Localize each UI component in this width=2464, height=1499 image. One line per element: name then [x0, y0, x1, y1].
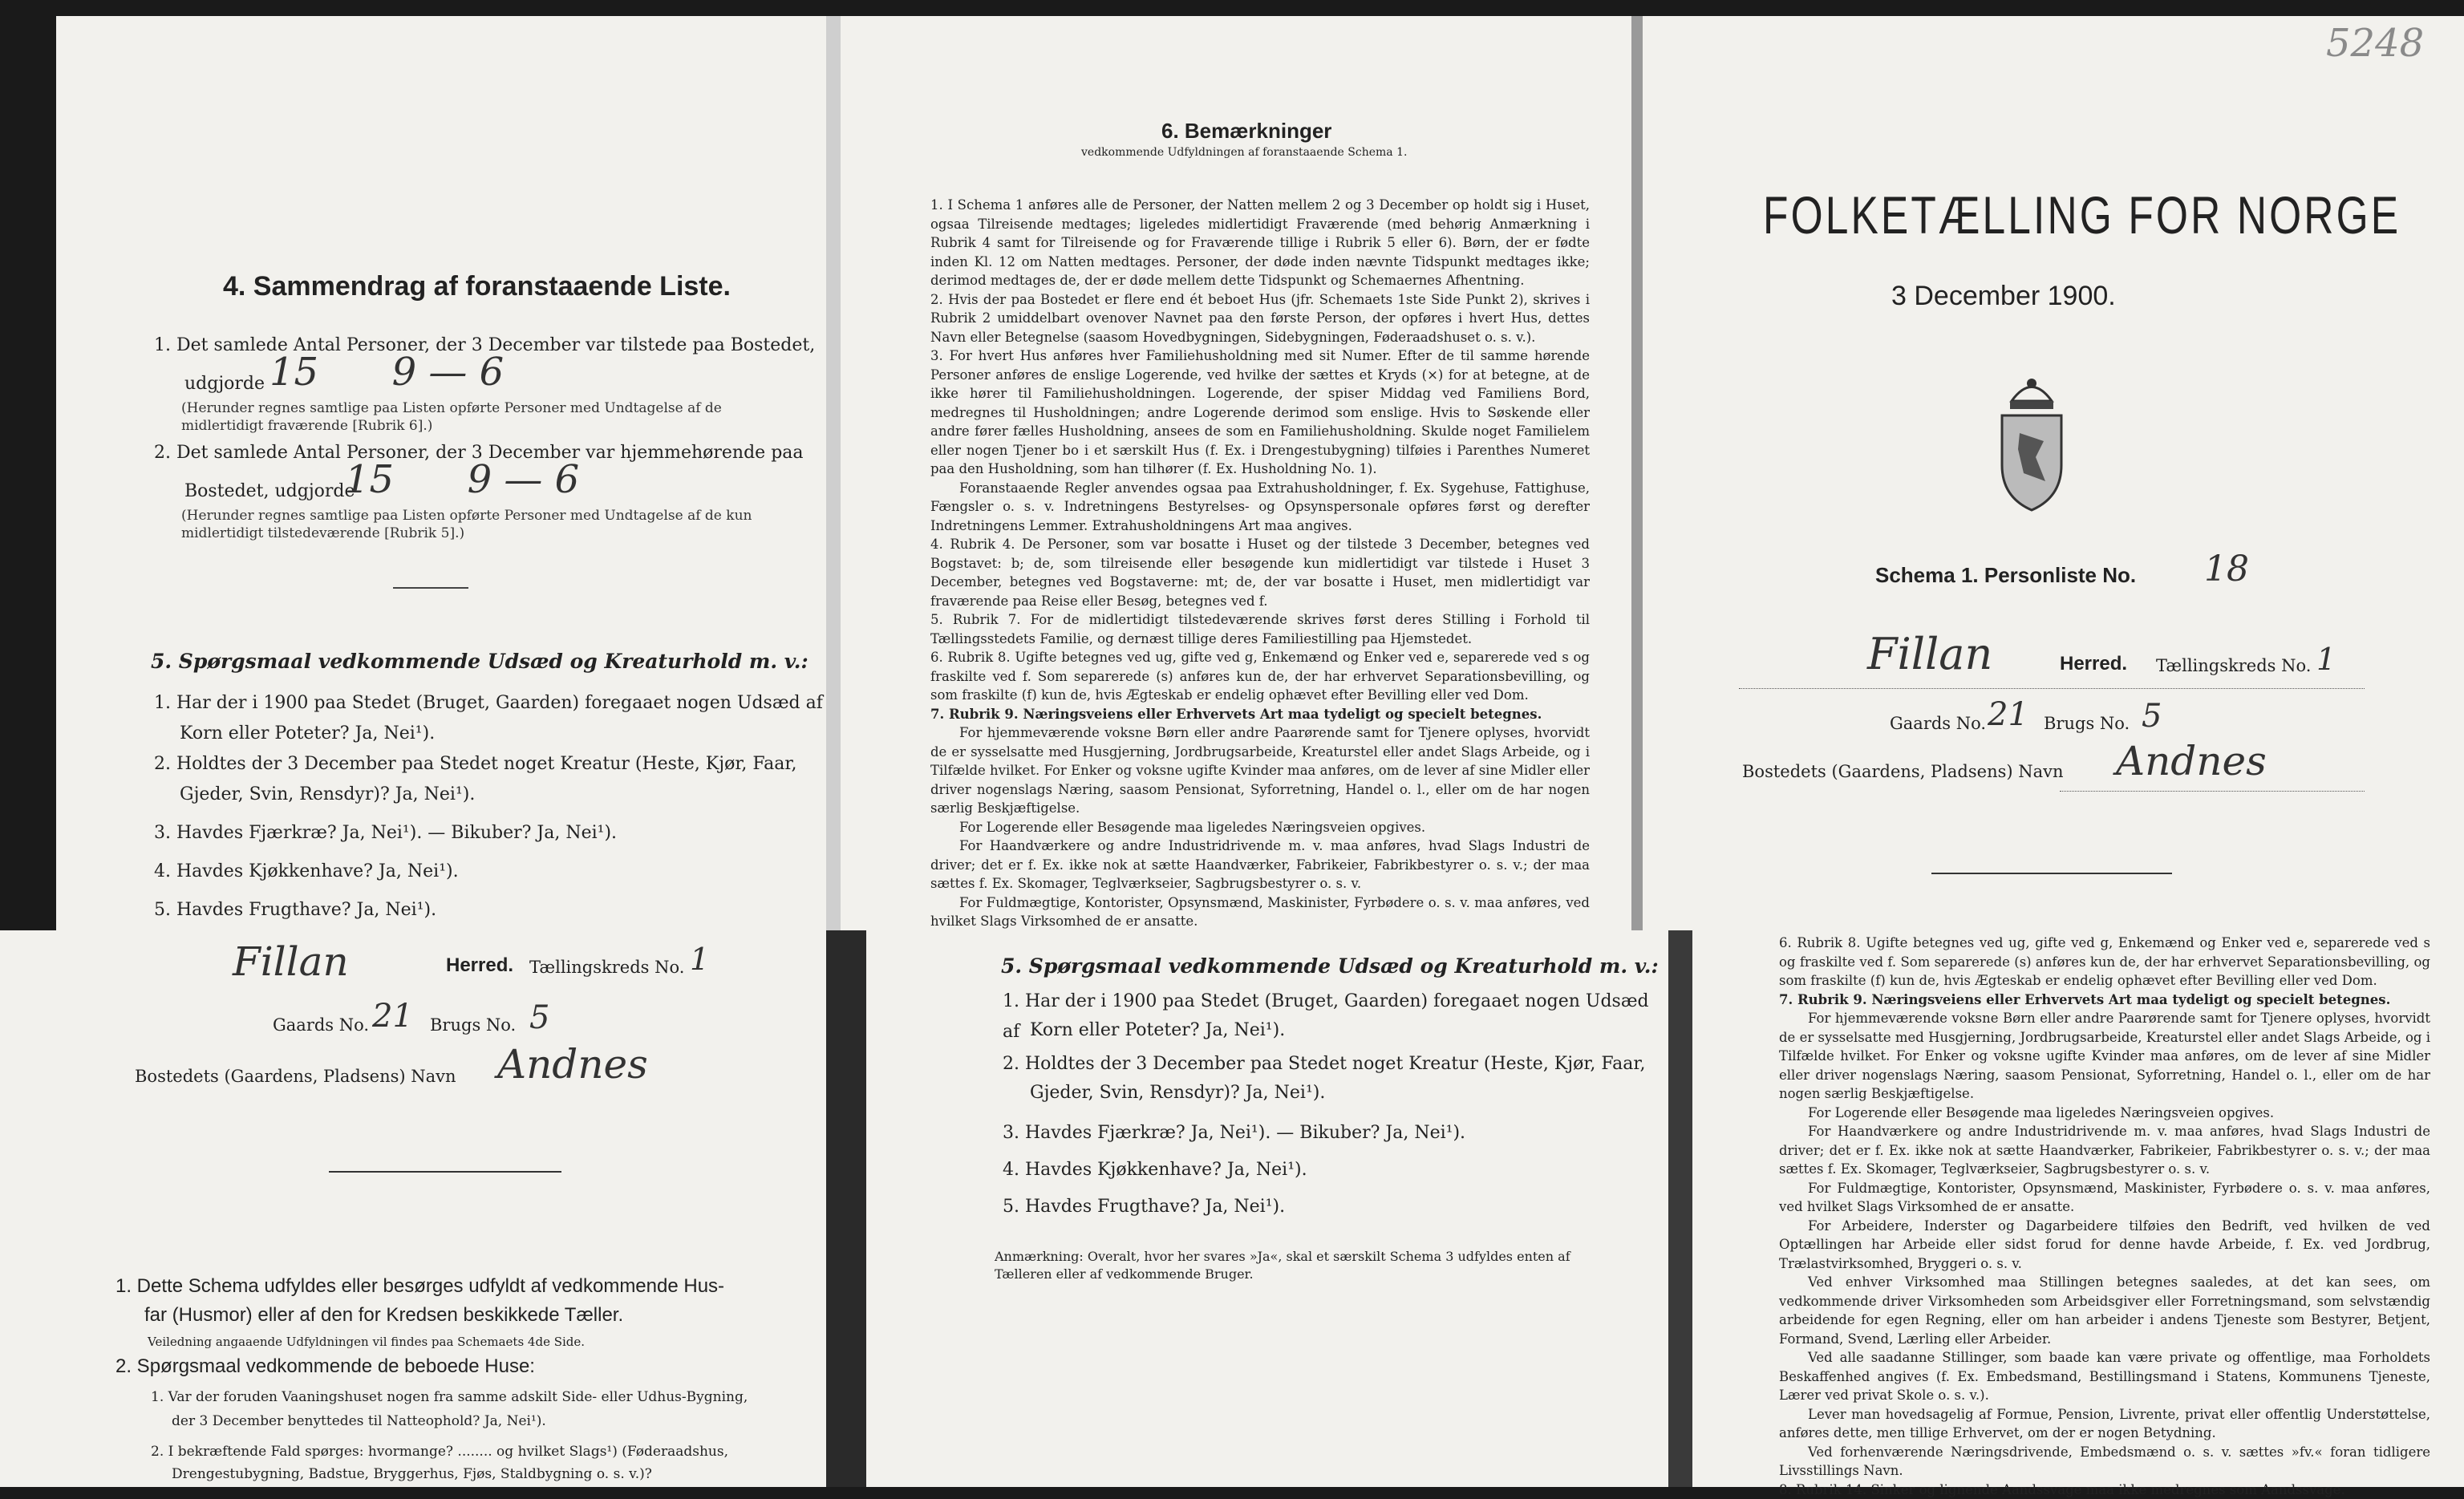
remark-item: 7. Rubrik 9. Næringsveiens eller Erhvervets Art maa tydeligt og specielt betegnes. — [1779, 991, 2430, 1010]
herred-label-2: Herred. — [446, 954, 513, 977]
sec4-q2-handwriting: 15 9 — 6 — [345, 457, 579, 502]
remark-item: For hjemmeværende voksne Børn eller andre Paarørende samt for Tjenere oplyses, hvorvidt de er sysselsatte med Husgjerning, Jordbrugsarbeide, Kreaturstel eller andet Slags Arbeide, og i Tilfælde hvilket. For Enker og voksne ugifte Kvinder maa anføres, om de lever af sine Midler eller driver nogenslags Næring, saasom Pensionat, Syforretning, Handel o. l., eller om de har nogen særlig Beskjæftigelse. — [930, 723, 1590, 818]
page-cover — [1643, 16, 2464, 930]
sec5b-q1a: 1. Har der i 1900 paa Stedet (Bruget, Gaarden) foregaaet nogen Udsæd af — [1003, 987, 1668, 1047]
gaards-handwriting: 21 — [1988, 696, 2028, 733]
herred-handwriting: Fillan — [1867, 629, 1992, 679]
remarks-list — [930, 196, 1590, 931]
page-section5 — [866, 930, 1668, 1487]
sec5b-q2a: 2. Holdtes der 3 December paa Stedet noget Kreatur (Heste, Kjør, Faar, — [1003, 1049, 1646, 1080]
sec5-q2a: 2. Holdtes der 3 December paa Stedet noget Kreatur (Heste, Kjør, Faar, — [154, 749, 797, 780]
sec4-q1-handwriting: 15 9 — 6 — [270, 350, 504, 395]
instruction-1b: far (Husmor) eller af den for Kredsen beskikkede Tæller. — [144, 1304, 623, 1327]
remark-item: For Haandværkere og andre Industridrivende m. v. maa anføres, hvad Slags Industri de driver; det er f. Ex. ikke nok at sætte Haandværker, Fabrikeier, Fabrikbestyrer o. s. v.; der maa sættes f. Ex. Skomager, Teglværkseier, Sagbrugsbestyrer o. s. v. — [930, 837, 1590, 893]
binding-gutter-left — [826, 16, 841, 930]
archive-number: 5248 — [2326, 21, 2424, 66]
sec5b-q3: 3. Havdes Fjærkræ? Ja, Nei¹). — Bikuber? Ja, Nei¹). — [1003, 1118, 1465, 1149]
binding-gutter-bl — [826, 930, 866, 1487]
sec5-q5: 5. Havdes Frugthave? Ja, Nei¹). — [154, 895, 436, 926]
brugs-handwriting: 5 — [2142, 698, 2162, 735]
instruction-2: 2. Spørgsmaal vedkommende de beboede Huse: — [116, 1355, 535, 1378]
kreds-label: Tællingskreds No. — [2156, 656, 2311, 675]
page-remarks — [841, 16, 1631, 930]
remarks-subtitle: vedkommende Udfyldningen af foranstaaende Schema 1. — [1081, 146, 1407, 159]
cover-date: 3 December 1900. — [1891, 281, 2116, 312]
sec4-q1: 1. Det samlede Antal Personer, der 3 December var tilstede paa Bostedet, — [154, 330, 815, 361]
remark-item: 7. Rubrik 9. Næringsveiens eller Erhvervets Art maa tydeligt og specielt betegnes. — [930, 705, 1590, 724]
instruction-2-2b: Drengestubygning, Badstue, Bryggerhus, Fjøs, Staldbygning o. s. v.)? — [172, 1466, 652, 1482]
coat-of-arms-icon — [1988, 369, 2076, 513]
kreds-label-2: Tællingskreds No. — [529, 958, 684, 977]
remark-item: For Logerende eller Besøgende maa ligeledes Næringsveien opgives. — [1779, 1104, 2430, 1123]
bosted-label-2: Bostedets (Gaardens, Pladsens) Navn — [135, 1067, 456, 1086]
bosted-underline — [2060, 791, 2365, 792]
cover-title: FOLKETÆLLING FOR NORGE — [1763, 184, 2401, 245]
bosted-label: Bostedets (Gaardens, Pladsens) Navn — [1742, 762, 2064, 781]
remark-item: For hjemmeværende voksne Børn eller andre Paarørende samt for Tjenere oplyses, hvorvidt de er sysselsatte med Husgjerning, Jordbrugsarbeide, Kreaturstel eller andet Slags Arbeide, og i Tilfælde hvilket. For Enker og voksne ugifte Kvinder maa anføres, om de lever af sine Midler eller driver nogenslags Næring, saasom Pensionat, Syforretning, Handel o. l., eller om de har nogen særlig Beskjæftigelse. — [1779, 1009, 2430, 1104]
schema-label: Schema 1. Personliste No. — [1875, 563, 2136, 588]
remark-item: 1. I Schema 1 anføres alle de Personer, der Natten mellem 2 og 3 December op holdt sig i Huset, ogsaa Tilreisende medtages; ligeledes midlertidigt Fraværende (med behørig Anmærkning i Rubrik 4 samt for Tilreisende og for Fraværende tillige i Rubrik 5 eller 6). Børn, der er fødte inden Kl. 12 om Natten medtages. Personer, der døde inden nævnte Tidspunkt medtages ikke; derimod medtages de, der er døde mellem dette Tidspunkt og Schemaernes Afhentning. — [930, 196, 1590, 290]
instruction-1a: 1. Dette Schema udfyldes eller besørges udfyldt af vedkommende Hus- — [116, 1275, 724, 1298]
ornament-divider-2 — [329, 1171, 561, 1173]
brugs-handwriting-2: 5 — [529, 999, 549, 1036]
remark-item: Lever man hovedsagelig af Formue, Pension, Livrente, privat eller offentlig Understøttelse, anføres dette, men tillige Erhvervet, om der er nogen Betydning. — [1779, 1405, 2430, 1443]
divider — [393, 587, 468, 589]
remark-item: For Fuldmægtige, Kontorister, Opsynsmænd, Maskinister, Fyrbødere o. s. v. maa anføres, ved hvilket Slags Virksomhed de er ansatte. — [930, 893, 1590, 931]
brugs-label: Brugs No. — [2044, 714, 2130, 733]
page-remarks-cont — [1692, 930, 2464, 1487]
ornament-divider — [1931, 873, 2172, 874]
herred-label: Herred. — [2060, 653, 2127, 675]
instruction-2-1a: 1. Var der foruden Vaaningshuset nogen fra samme adskilt Side- eller Udhus-Bygning, — [151, 1389, 748, 1405]
sec5-q1a: 1. Har der i 1900 paa Stedet (Bruget, Gaarden) foregaaet nogen Udsæd af — [154, 688, 823, 719]
sec5-q3: 3. Havdes Fjærkræ? Ja, Nei¹). — Bikuber? Ja, Nei¹). — [154, 818, 617, 849]
section5-title-2: 5. Spørgsmaal vedkommende Udsæd og Kreaturhold m. v.: — [1001, 954, 1659, 978]
remark-item: For Haandværkere og andre Industridrivende m. v. maa anføres, hvad Slags Industri de driver; det er f. Ex. ikke nok at sætte Haandværker, Fabrikeier, Fabrikbestyrer o. s. v.; der maa sættes f. Ex. Skomager, Teglværkseier, Sagbrugsbestyrer o. s. v. — [1779, 1122, 2430, 1179]
gaards-label: Gaards No. — [1890, 714, 1986, 733]
kreds-handwriting: 1 — [2316, 642, 2336, 677]
remark-item: Ved alle saadanne Stillinger, som baade kan være private og offentlige, maa Forholdets Beskaffenhed angives (f. Ex. Embedsmand, Bestillingsmand i Statens, Kommunens Tjeneste, Lærer ved privat Skole o. s. v.). — [1779, 1348, 2430, 1405]
bosted-handwriting-2: Andnes — [497, 1041, 648, 1088]
herred-handwriting-2: Fillan — [233, 938, 349, 985]
section5-title: 5. Spørgsmaal vedkommende Udsæd og Kreaturhold m. v.: — [151, 650, 808, 673]
remark-item: For Arbeidere, Inderster og Dagarbeidere tilføies den Bedrift, ved hvilken de ved Optællingen har Arbeide eller sidst forud for denne havde Arbeide, f. Ex. ved Jordbrug, Trælastvirksomhed, Bryggeri o. s. v. — [1779, 1217, 2430, 1274]
remark-item: 4. Rubrik 4. De Personer, som var bosatte i Huset og der tilstede 3 December, betegnes ved Bogstavet: b; de, som tilreisende eller besøgende kun midlertidigt var tilstede i Huset 3 December, betegnes ved Bogstaverne: mt; de, der var bosatte i Huset, men midlertidigt var fraværende paa Reise eller Besøg, betegnes ved f. — [930, 535, 1590, 610]
herred-underline — [1739, 688, 2365, 689]
sec4-q2-note: (Herunder regnes samtlige paa Listen opførte Personer med Undtagelse af de kun midlertidigt tilstedeværende [Rubrik 5].) — [181, 507, 791, 542]
remark-item: 6. Rubrik 8. Ugifte betegnes ved ug, gifte ved g, Enkemænd og Enker ved e, separerede ved s og fraskilte ved f. Som separerede (s) anføres kun de, der har erhvervet Separationsbevilling, og som fraskilte (f) kun de, hvis Ægteskab er endelig ophævet efter Bevilling eller ved Dom. — [1779, 934, 2430, 991]
remark-item: 5. Rubrik 7. For de midlertidigt tilstedeværende skrives først deres Stilling i Forhold til Tællingsstedets Familie, og dernæst tillige deres Familiestilling paa Hjemstedet. — [930, 610, 1590, 648]
remarks-title: 6. Bemærkninger — [1161, 119, 1331, 144]
sec5b-q2b: Gjeder, Svin, Rensdyr)? Ja, Nei¹). — [1030, 1078, 1325, 1108]
sec5-q2b: Gjeder, Svin, Rensdyr)? Ja, Nei¹). — [180, 780, 475, 810]
remark-item: 3. For hvert Hus anføres hver Familiehusholdning med sit Numer. Efter de til samme hørende Personer anføres de enslige Logerende, ved hvilke der sættes et Kryds (×) for at betegne, at de ikke hører til Familiehusholdningen. Logerende, der spiser Middag ved Familiens Bord, medregnes til Husholdningen; andre Logerende derimod som enslige. Hvis to Søskende eller andre fører fælles Husholdning, ansees de som en Familiehusholdning. Skulde noget Familielem eller nogen Tjener bo i et særskilt Hus (f. Ex. i Drengestubygning) tilføies i Parenthes Numeret paa den Husholdning, som han tilhører (f. Ex. Husholdning No. 1). — [930, 346, 1590, 479]
bosted-handwriting: Andnes — [2116, 738, 2267, 784]
instruction-1-note: Veiledning angaaende Udfyldningen vil findes paa Schemaets 4de Side. — [148, 1335, 585, 1349]
sec5-q1b: Korn eller Poteter? Ja, Nei¹). — [180, 719, 435, 749]
binding-gutter-mid — [1631, 16, 1643, 930]
page-summary — [56, 16, 826, 930]
instruction-2-2a: 2. I bekræftende Fald spørges: hvormange? ........ og hvilket Slags¹) (Føderaadshus, — [151, 1444, 728, 1460]
remark-item: Ved enhver Virksomhed maa Stillingen betegnes saaledes, at det kan sees, om vedkommende driver Virksomheden som Arbeidsgiver eller Forretningsmand, som selvstændig arbeidende for egen Regning, eller om han arbeider i andens Tjeneste som Bestyrer, Betjent, Formand, Svend, Lærling eller Arbeider. — [1779, 1273, 2430, 1348]
sec5b-q5: 5. Havdes Frugthave? Ja, Nei¹). — [1003, 1192, 1285, 1222]
remark-item: For Logerende eller Besøgende maa ligeledes Næringsveien opgives. — [930, 818, 1590, 837]
remark-item: 6. Rubrik 8. Ugifte betegnes ved ug, gifte ved g, Enkemænd og Enker ved e, separerede ved s og fraskilte ved f. Som separerede (s) anføres kun de, der har erhvervet Separationsbevilling, og som fraskilte (f) kun de, hvis Ægteskab er endelig ophævet efter Bevilling eller ved Dom. — [930, 648, 1590, 705]
remark-item: Ved forhenværende Næringsdrivende, Embedsmænd o. s. v. sættes »fv.« foran tidligere Livsstillings Navn. — [1779, 1443, 2430, 1481]
gaards-label-2: Gaards No. — [273, 1015, 369, 1035]
anmerkning: Anmærkning: Overalt, hvor her svares »Ja«, skal et særskilt Schema 3 udfyldes enten af Tælleren eller af vedkommende Bruger. — [995, 1248, 1604, 1283]
remark-item: For Fuldmægtige, Kontorister, Opsynsmænd, Maskinister, Fyrbødere o. s. v. maa anføres, ved hvilket Slags Virksomhed de er ansatte. — [1779, 1179, 2430, 1217]
sec5-q4: 4. Havdes Kjøkkenhave? Ja, Nei¹). — [154, 857, 459, 887]
brugs-label-2: Brugs No. — [430, 1015, 516, 1035]
schema-number-handwriting: 18 — [2204, 549, 2249, 589]
binding-gutter-br — [1668, 930, 1692, 1487]
gaards-handwriting-2: 21 — [372, 998, 413, 1035]
remark-item: 2. Hvis der paa Bostedet er flere end ét beboet Hus (jfr. Schemaets 1ste Side Punkt 2), skrives i Rubrik 2 umiddelbart ovenover Navnet paa den første Person, der opføres i hvert Hus, dettes Navn eller Betegnelse (saasom Hovedbygningen, Sidebygningen, Føderaadshuset o. s. v.). — [930, 290, 1590, 347]
section4-title: 4. Sammendrag af foranstaaende Liste. — [223, 271, 731, 302]
sec4-q1-udgjorde: udgjorde — [184, 369, 265, 399]
remarks-list-cont — [1779, 934, 2430, 1499]
remark-item: 8. Rubrik 14. Sinker og lignende Aandssvage maa ikke medregnes som Aandssvage. — [1779, 1481, 2430, 1499]
sec4-q2: 2. Det samlede Antal Personer, der 3 December var hjemmehørende paa — [154, 438, 804, 468]
sec4-q2-bostedet: Bostedet, udgjorde — [184, 476, 355, 507]
sec5b-q1b: Korn eller Poteter? Ja, Nei¹). — [1030, 1015, 1285, 1046]
sec5b-q4: 4. Havdes Kjøkkenhave? Ja, Nei¹). — [1003, 1155, 1307, 1185]
remark-item: Foranstaaende Regler anvendes ogsaa paa Extrahusholdninger, f. Ex. Sygehuse, Fattighuse, Fængsler o. s. v. Indretningens Bestyrelses- og Opsynspersonale opføres først og derefter Indretningens Lemmer. Extrahusholdningens Art maa angives. — [930, 479, 1590, 536]
kreds-handwriting-2: 1 — [690, 942, 709, 977]
instruction-2-1b: der 3 December benyttedes til Natteophold? Ja, Nei¹). — [172, 1413, 546, 1429]
page-cover-lower — [0, 930, 826, 1487]
sec4-q1-note: (Herunder regnes samtlige paa Listen opførte Personer med Undtagelse af de midlertidigt fraværende [Rubrik 6].) — [181, 399, 791, 435]
